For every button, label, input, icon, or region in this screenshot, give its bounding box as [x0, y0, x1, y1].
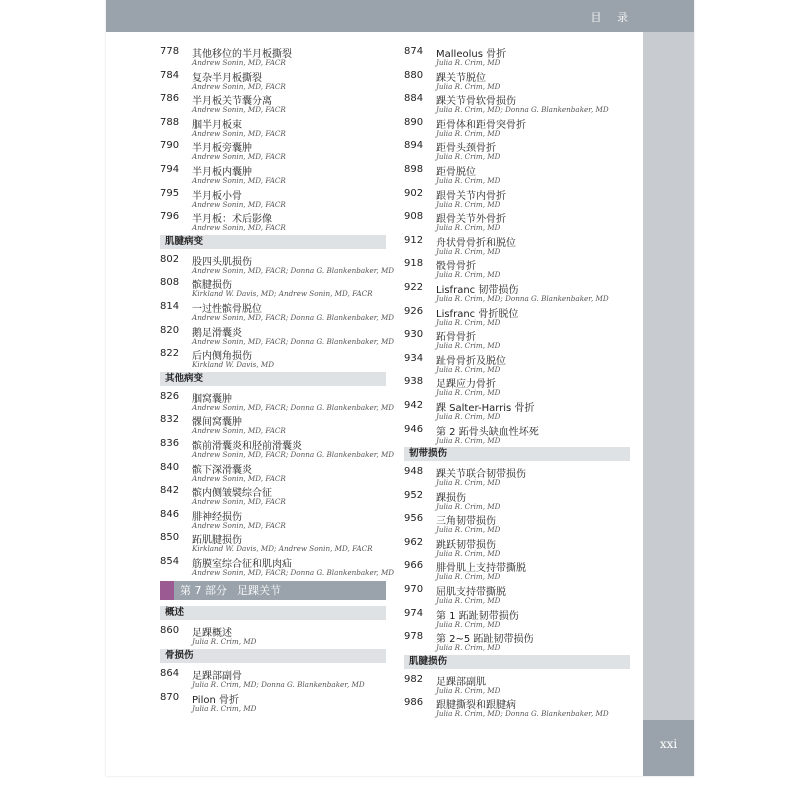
toc-page-number: 922	[404, 281, 424, 293]
toc-entry-title: 髌腱损伤	[192, 280, 232, 292]
toc-page-number: 898	[404, 163, 424, 175]
toc-entry-author: Julia R. Crim, MD	[436, 223, 501, 233]
toc-entry[interactable]	[404, 422, 630, 446]
toc-entry-author: Julia R. Crim, MD	[436, 411, 501, 421]
toc-entry-author: Julia R. Crim, MD	[436, 478, 501, 488]
toc-entry-title: 半月板旁囊肿	[192, 143, 252, 155]
toc-entry[interactable]	[160, 91, 386, 115]
toc-page-number: 970	[404, 584, 424, 596]
toc-entry[interactable]	[160, 666, 386, 690]
toc-entry-title: 髌下深滑囊炎	[192, 464, 252, 476]
toc-entry-author: Kirkland W. Davis, MD; Andrew Sonin, MD, FACR	[192, 544, 373, 554]
toc-entry-title: 踝损伤	[436, 492, 466, 504]
toc-page	[106, 0, 694, 776]
toc-entry[interactable]	[404, 327, 630, 351]
toc-page-number: 832	[160, 414, 180, 426]
toc-entry-title: 腓神经损伤	[192, 511, 242, 523]
toc-entry-title: 复杂半月板撕裂	[192, 72, 262, 84]
toc-section-heading: 韧带损伤	[404, 447, 630, 461]
toc-entry-author: Kirkland W. Davis, MD; Andrew Sonin, MD, FACR	[192, 289, 373, 299]
toc-page-number: 926	[404, 305, 424, 317]
side-tab-strip	[643, 32, 694, 776]
toc-page-number: 938	[404, 376, 424, 388]
toc-entry-title: 跖肌腱损伤	[192, 535, 242, 547]
toc-section-heading: 概述	[160, 606, 386, 620]
toc-entry[interactable]	[404, 695, 630, 719]
toc-entry[interactable]	[404, 374, 630, 398]
toc-entry-title: 跟骨关节内骨折	[436, 190, 506, 202]
toc-entry-title: 半月板关节囊分离	[192, 96, 272, 108]
toc-part-banner	[160, 581, 386, 600]
toc-entry-author: Julia R. Crim, MD	[192, 637, 257, 647]
toc-entry[interactable]	[160, 346, 386, 370]
toc-entry-author: Julia R. Crim, MD	[436, 388, 501, 398]
toc-page-number: 908	[404, 211, 424, 223]
toc-entry-title: 鹅足滑囊炎	[192, 327, 242, 339]
toc-entry-title: Lisfranc 韧带损伤	[436, 284, 519, 296]
toc-entry[interactable]	[404, 233, 630, 257]
toc-entry[interactable]	[404, 138, 630, 162]
toc-entry-title: 髌前滑囊炎和胫前滑囊炎	[192, 440, 302, 452]
toc-entry[interactable]	[160, 507, 386, 531]
toc-entry-title: 踝关节脱位	[436, 72, 486, 84]
toc-page-number: 814	[160, 300, 180, 312]
toc-page-number: 802	[160, 253, 180, 265]
toc-entry-title: Malleolus 骨折	[436, 49, 507, 60]
toc-entry-author: Kirkland W. Davis, MD	[192, 360, 275, 370]
toc-entry[interactable]	[160, 162, 386, 186]
toc-entry-author: Andrew Sonin, MD, FACR; Donna G. Blankenbaker, MD	[192, 336, 395, 346]
toc-entry-author: Andrew Sonin, MD, FACR; Donna G. Blankenbaker, MD	[192, 312, 395, 322]
toc-page-number: 790	[160, 140, 180, 152]
toc-entry[interactable]	[404, 511, 630, 535]
toc-entry-author: Andrew Sonin, MD, FACR; Donna G. Blankenbaker, MD	[192, 567, 395, 577]
toc-entry[interactable]	[404, 44, 630, 68]
toc-page-number: 942	[404, 399, 424, 411]
toc-entry[interactable]	[404, 672, 630, 696]
toc-entry-author: Julia R. Crim, MD	[436, 81, 501, 91]
toc-entry-title: 三角韧带损伤	[436, 516, 496, 528]
toc-entry-author: Julia R. Crim, MD	[436, 175, 501, 185]
toc-entry-title: 踝关节骨软骨损伤	[436, 96, 516, 108]
toc-entry-author: Andrew Sonin, MD, FACR; Donna G. Blankenbaker, MD	[192, 265, 395, 275]
toc-entry-title: 第 2 跖骨头缺血性坏死	[436, 426, 539, 438]
toc-entry[interactable]	[160, 460, 386, 484]
toc-entry[interactable]	[404, 582, 630, 606]
toc-page-number: 854	[160, 555, 180, 567]
toc-entry-author: Julia R. Crim, MD	[436, 199, 501, 209]
toc-page-number: 788	[160, 116, 180, 128]
toc-page-number: 820	[160, 324, 180, 336]
toc-entry[interactable]	[404, 351, 630, 375]
toc-entry-author: Andrew Sonin, MD, FACR	[192, 473, 286, 483]
toc-entry-title: 筋膜室综合征和肌肉疝	[192, 558, 292, 570]
toc-page-number: 894	[404, 140, 424, 152]
toc-entry-author: Julia R. Crim, MD	[436, 548, 501, 558]
toc-page-number: 956	[404, 513, 424, 525]
toc-page-number: 864	[160, 668, 180, 680]
toc-entry-title: 距骨头颈骨折	[436, 143, 496, 155]
toc-entry-author: Andrew Sonin, MD, FACR	[192, 223, 286, 233]
toc-page-number: 978	[404, 631, 424, 643]
toc-entry-author: Andrew Sonin, MD, FACR	[192, 58, 286, 67]
toc-entry[interactable]	[404, 535, 630, 559]
toc-entry-title: 半月板小骨	[192, 190, 242, 202]
page-header-title: 目 录	[590, 11, 634, 24]
toc-entry-author: Julia R. Crim, MD	[436, 619, 501, 629]
toc-entry-author: Julia R. Crim, MD	[436, 270, 501, 280]
toc-entry-author: Julia R. Crim, MD	[436, 596, 501, 606]
toc-entry[interactable]	[404, 488, 630, 512]
part-label: 第 7 部分	[180, 584, 227, 598]
toc-entry-title: 骰骨骨折	[436, 261, 476, 273]
toc-page-number: 850	[160, 532, 180, 544]
toc-right-column	[404, 44, 630, 719]
toc-entry-author: Julia R. Crim, MD	[436, 643, 501, 653]
toc-entry[interactable]	[404, 68, 630, 92]
toc-page-number: 986	[404, 697, 424, 709]
toc-entry-title: 距骨脱位	[436, 166, 476, 178]
toc-entry-author: Julia R. Crim, MD	[436, 685, 501, 695]
toc-section-heading: 骨损伤	[160, 649, 386, 663]
toc-entry-title: 足踝应力骨折	[436, 379, 496, 391]
toc-entry-author: Andrew Sonin, MD, FACR	[192, 426, 286, 436]
toc-entry[interactable]	[404, 162, 630, 186]
toc-entry[interactable]	[404, 280, 630, 304]
toc-entry-title: 后内侧角损伤	[192, 351, 252, 363]
toc-entry[interactable]	[160, 436, 395, 460]
toc-entry-title: 髁间窝囊肿	[192, 417, 242, 429]
toc-entry[interactable]	[160, 209, 386, 233]
toc-entry-title: 跟骨关节外骨折	[436, 214, 506, 226]
toc-entry-title: 一过性髌骨脱位	[192, 303, 262, 315]
toc-page-number: 902	[404, 187, 424, 199]
toc-section-heading: 肌腱损伤	[404, 655, 630, 669]
part-title: 足踝关节	[237, 584, 281, 598]
toc-entry-title: 其他移位的半月板撕裂	[192, 49, 292, 60]
toc-entry-title: 跳跃韧带损伤	[436, 539, 496, 551]
toc-entry[interactable]	[404, 606, 630, 630]
toc-entry-author: Andrew Sonin, MD, FACR	[192, 128, 286, 138]
toc-page-number: 962	[404, 536, 424, 548]
toc-entry[interactable]	[404, 256, 630, 280]
toc-page-number: 784	[160, 69, 180, 81]
toc-entry-title: 足踝部副骨	[192, 671, 242, 683]
toc-entry-title: 足踝部副肌	[436, 676, 486, 688]
toc-entry-title: 足踝概述	[192, 628, 232, 640]
toc-entry-title: 腓骨肌上支持带撕脱	[436, 563, 526, 575]
toc-entry[interactable]	[160, 483, 386, 507]
part-color-tab	[160, 581, 174, 600]
toc-page-number: 870	[160, 691, 180, 703]
toc-entry-title: 舟状骨骨折和脱位	[436, 237, 516, 249]
toc-entry-title: 髌内侧皱襞综合征	[192, 488, 272, 500]
toc-entry-author: Julia R. Crim, MD; Donna G. Blankenbaker, MD	[436, 293, 609, 303]
toc-page-number: 952	[404, 489, 424, 501]
toc-entry[interactable]	[160, 323, 395, 347]
toc-entry-title: 踝 Salter-Harris 骨折	[436, 402, 535, 414]
toc-entry-author: Julia R. Crim, MD	[436, 525, 501, 535]
toc-entry-author: Julia R. Crim, MD	[436, 317, 501, 327]
toc-page-number: 840	[160, 461, 180, 473]
toc-entry[interactable]	[160, 186, 386, 210]
toc-page-number: 982	[404, 673, 424, 685]
toc-entry-title: 跟腱撕裂和跟腱病	[436, 700, 516, 712]
toc-page-number: 934	[404, 352, 424, 364]
toc-entry[interactable]	[404, 304, 630, 328]
toc-entry-author: Andrew Sonin, MD, FACR	[192, 152, 286, 162]
toc-entry-title: 股四头肌损伤	[192, 256, 252, 268]
toc-entry[interactable]	[404, 464, 630, 488]
toc-entry-author: Julia R. Crim, MD	[436, 341, 501, 351]
toc-entry[interactable]	[404, 558, 630, 582]
toc-entry[interactable]	[160, 412, 386, 436]
toc-entry[interactable]	[404, 398, 630, 422]
toc-page-number: 912	[404, 234, 424, 246]
toc-entry[interactable]	[160, 115, 386, 139]
toc-entry[interactable]	[404, 186, 630, 210]
toc-entry-author: Andrew Sonin, MD, FACR; Donna G. Blankenbaker, MD	[192, 449, 395, 459]
toc-page-number: 846	[160, 508, 180, 520]
toc-section-heading: 肌腱病变	[160, 235, 386, 249]
toc-page-number: 836	[160, 437, 180, 449]
toc-entry-title: 跖骨骨折	[436, 332, 476, 344]
toc-entry-title: 第 1 跖趾韧带损伤	[436, 610, 519, 622]
toc-entry-title: 距骨体和距骨突骨折	[436, 119, 526, 131]
toc-entry[interactable]	[160, 275, 386, 299]
toc-page-number: 930	[404, 329, 424, 341]
toc-entry-title: 踝关节联合韧带损伤	[436, 469, 526, 481]
toc-entry-author: Andrew Sonin, MD, FACR; Donna G. Blankenbaker, MD	[192, 402, 395, 412]
toc-page-number: 795	[160, 187, 180, 199]
toc-entry-title: 半月板内囊肿	[192, 166, 252, 178]
toc-entry-author: Julia R. Crim, MD	[436, 246, 501, 256]
toc-entry-author: Julia R. Crim, MD	[436, 58, 501, 67]
toc-entry[interactable]	[404, 209, 630, 233]
toc-entry-title: 腘窝囊肿	[192, 393, 232, 405]
toc-page-number: 918	[404, 258, 424, 270]
toc-entry[interactable]	[160, 138, 386, 162]
toc-page-number: 822	[160, 348, 180, 360]
toc-entry-author: Andrew Sonin, MD, FACR	[192, 520, 286, 530]
toc-entry[interactable]	[160, 530, 386, 554]
toc-entry-author: Andrew Sonin, MD, FACR	[192, 175, 286, 185]
toc-page-number: 974	[404, 607, 424, 619]
toc-page-number: 884	[404, 93, 424, 105]
toc-entry-author: Julia R. Crim, MD	[436, 435, 501, 445]
toc-entry[interactable]	[160, 299, 395, 323]
toc-section-heading: 其他病变	[160, 372, 386, 386]
toc-page-number: 786	[160, 93, 180, 105]
toc-entry-title: 趾骨骨折及脱位	[436, 355, 506, 367]
toc-entry[interactable]	[160, 44, 386, 68]
toc-entry-author: Julia R. Crim, MD; Donna G. Blankenbaker, MD	[436, 709, 609, 719]
toc-page-number: 874	[404, 46, 424, 57]
toc-entry-author: Julia R. Crim, MD	[436, 572, 501, 582]
toc-page-number: 948	[404, 466, 424, 478]
toc-entry-author: Julia R. Crim, MD	[192, 703, 257, 713]
toc-entry-title: 半月板：术后影像	[192, 214, 272, 226]
toc-entry[interactable]	[160, 690, 386, 714]
toc-entry-title: Lisfranc 骨折脱位	[436, 308, 519, 320]
toc-entry-author: Julia R. Crim, MD	[436, 152, 501, 162]
toc-left-column	[160, 44, 395, 713]
toc-entry-author: Andrew Sonin, MD, FACR	[192, 105, 286, 115]
toc-entry[interactable]	[160, 252, 395, 276]
toc-entry-author: Andrew Sonin, MD, FACR	[192, 81, 286, 91]
toc-page-number: 890	[404, 116, 424, 128]
toc-page-number: 796	[160, 211, 180, 223]
toc-page-number: 778	[160, 46, 180, 57]
toc-entry-author: Julia R. Crim, MD	[436, 364, 501, 374]
toc-entry[interactable]	[404, 629, 630, 653]
toc-entry-title: Pilon 骨折	[192, 694, 240, 706]
toc-entry-title: 第 2~5 跖趾韧带损伤	[436, 634, 534, 646]
page-number: xxi	[643, 720, 694, 776]
toc-page-number: 808	[160, 277, 180, 289]
toc-entry[interactable]	[160, 389, 395, 413]
toc-entry-author: Julia R. Crim, MD	[436, 128, 501, 138]
toc-entry-title: 屈肌支持带撕脱	[436, 587, 506, 599]
toc-page-number: 880	[404, 69, 424, 81]
toc-entry[interactable]	[160, 623, 386, 647]
toc-entry-author: Julia R. Crim, MD; Donna G. Blankenbaker, MD	[436, 105, 609, 115]
toc-page-number: 842	[160, 485, 180, 497]
toc-page-number: 966	[404, 560, 424, 572]
toc-entry-author: Julia R. Crim, MD; Donna G. Blankenbaker, MD	[192, 680, 365, 690]
toc-page-number: 860	[160, 625, 180, 637]
toc-entry-author: Julia R. Crim, MD	[436, 501, 501, 511]
toc-page-number: 794	[160, 163, 180, 175]
toc-entry[interactable]	[160, 68, 386, 92]
toc-entry-author: Andrew Sonin, MD, FACR	[192, 199, 286, 209]
toc-entry-title: 腘半月板束	[192, 119, 242, 131]
header-bar	[106, 0, 694, 32]
toc-entry[interactable]	[404, 115, 630, 139]
toc-entry-author: Andrew Sonin, MD, FACR	[192, 497, 286, 507]
toc-entry[interactable]	[160, 554, 395, 578]
toc-entry[interactable]	[404, 91, 630, 115]
toc-page-number: 826	[160, 390, 180, 402]
toc-page-number: 946	[404, 423, 424, 435]
